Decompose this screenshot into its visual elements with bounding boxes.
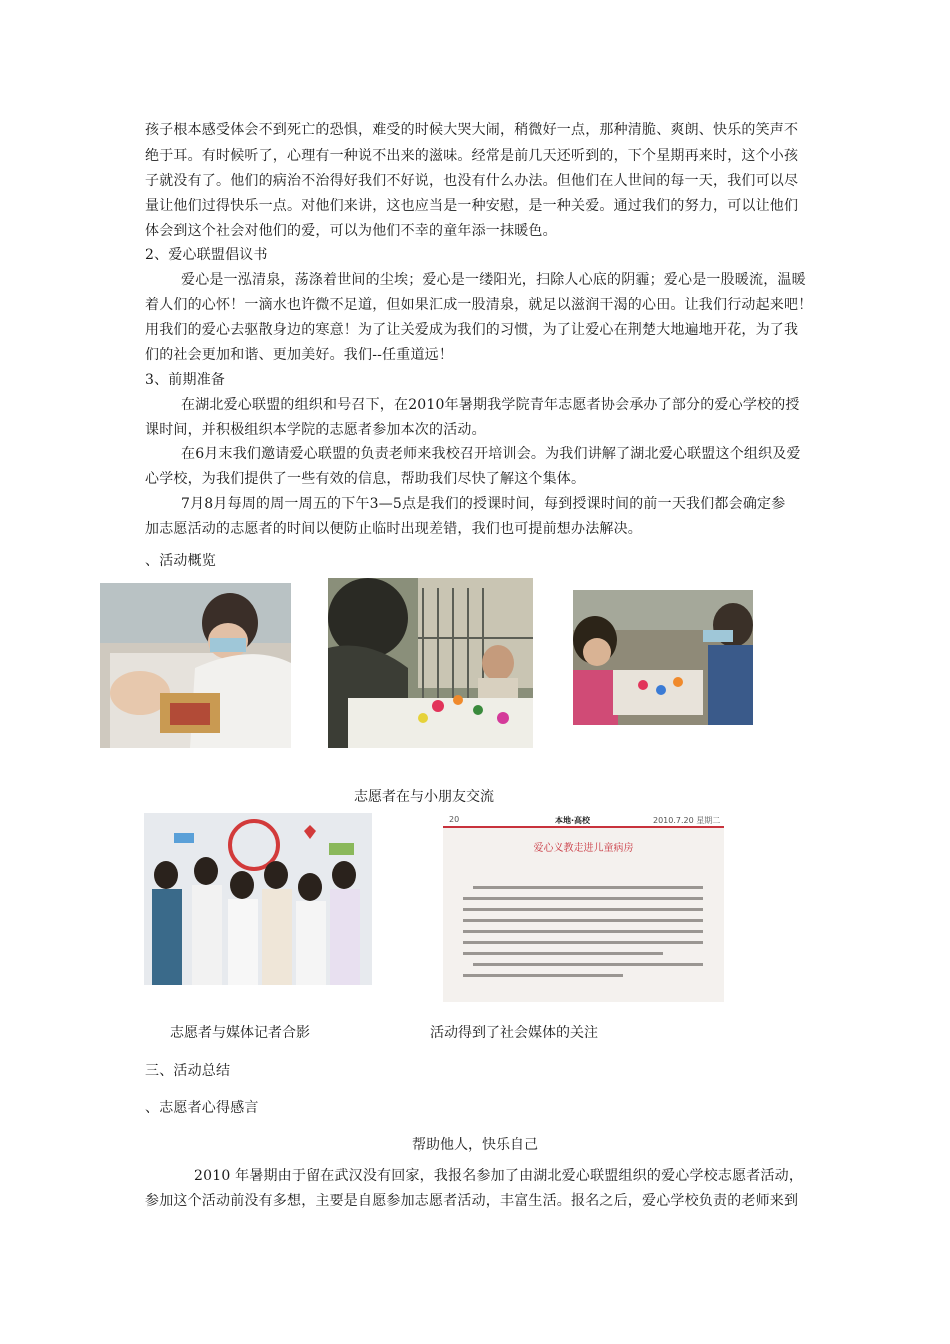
photo-group-with-reporters (144, 813, 372, 985)
paragraph-line: 用我们的爱心去驱散身边的寒意！为了让关爱成为我们的习惯，为了让爱心在荆楚大地遍地开花，为了我 (145, 322, 799, 338)
paragraph-line: 孩子根本感受体会不到死亡的恐惧，难受的时候大哭大闹，稍微好一点，那种清脆、爽朗、快乐的笑声不 (145, 122, 799, 138)
section-heading-preparation: 3、前期准备 (145, 372, 226, 388)
paragraph-line: 子就没有了。他们的病治不治得好我们不好说，也没有什么办法。但他们在人世间的每一天，我们可以尽 (145, 173, 799, 189)
overview-heading: 、活动概览 (145, 553, 216, 569)
newspaper-page-number: 20 (449, 815, 460, 824)
paragraph-line: 课时间，并积极组织本学院的志愿者参加本次的活动。 (145, 422, 486, 438)
newspaper-body-text (463, 884, 708, 994)
paragraph-line: 加志愿活动的志愿者的时间以便防止临时出现差错，我们也可提前想办法解决。 (145, 521, 642, 537)
paragraph-line: 着人们的心怀！一滴水也许微不足道，但如果汇成一股清泉，就足以滋润干渴的心田。让我们行动起来吧！ (145, 297, 813, 313)
newspaper-clipping (443, 814, 724, 1002)
caption-volunteers-with-children: 志愿者在与小朋友交流 (354, 789, 494, 805)
section-heading-initiative: 2、爱心联盟倡议书 (145, 247, 268, 263)
paragraph-line: 2010 年暑期由于留在武汉没有回家，我报名参加了由湖北爱心联盟组织的爱心学校志愿者活动， (194, 1168, 804, 1184)
paragraph-line: 在6月末我们邀请爱心联盟的负责老师来我校召开培训会。为我们讲解了湖北爱心联盟这个组织及爱 (181, 446, 801, 462)
subheading-volunteer-reflections: 、志愿者心得感言 (145, 1100, 259, 1116)
paragraph-line: 量让他们过得快乐一点。对他们来讲，这也应当是一种安慰，是一种关爱。通过我们的努力，可以让他们 (145, 198, 799, 214)
essay-title: 帮助他人，快乐自己 (412, 1137, 538, 1153)
newspaper-date: 2010.7.20 星期二 (653, 816, 721, 825)
paragraph-line: 心学校，为我们提供了一些有效的信息，帮助我们尽快了解这个集体。 (145, 471, 586, 487)
paragraph-line: 在湖北爱心联盟的组织和号召下，在2010年暑期我学院青年志愿者协会承办了部分的爱心学校的授 (181, 397, 800, 413)
paragraph-line: 们的社会更加和谐、更加美好。我们--任重道远！ (145, 347, 454, 363)
paragraph-line: 7月8月每周的周一周五的下午3—5点是我们的授课时间，每到授课时间的前一天我们都会确定参 (181, 496, 786, 512)
paragraph-line: 参加这个活动前没有多想，主要是自愿参加志愿者活动，丰富生活。报名之后，爱心学校负责的老师来到 (145, 1193, 799, 1209)
newspaper-masthead (443, 814, 724, 828)
caption-media-attention: 活动得到了社会媒体的关注 (430, 1025, 598, 1041)
newspaper-headline: 爱心义教走进儿童病房 (533, 843, 634, 854)
newspaper-section: 本地·高校 (555, 816, 591, 825)
photo-volunteer-with-baby (100, 583, 291, 748)
paragraph-line: 绝于耳。有时候听了，心理有一种说不出来的滋味。经常是前几天还听到的，下个星期再来时，这个小孩 (145, 148, 799, 164)
paragraph-line: 爱心是一泓清泉，荡涤着世间的尘埃；爱心是一缕阳光，扫除人心底的阴霾；爱心是一股暖流，温暖 (181, 272, 806, 288)
photo-girl-playing (573, 590, 753, 725)
caption-group-photo: 志愿者与媒体记者合影 (170, 1025, 310, 1041)
photo-child-with-toys (328, 578, 533, 748)
section-heading-summary: 三、活动总结 (145, 1063, 231, 1079)
paragraph-line: 体会到这个社会对他们的爱，可以为他们不幸的童年添一抹暖色。 (145, 223, 557, 239)
